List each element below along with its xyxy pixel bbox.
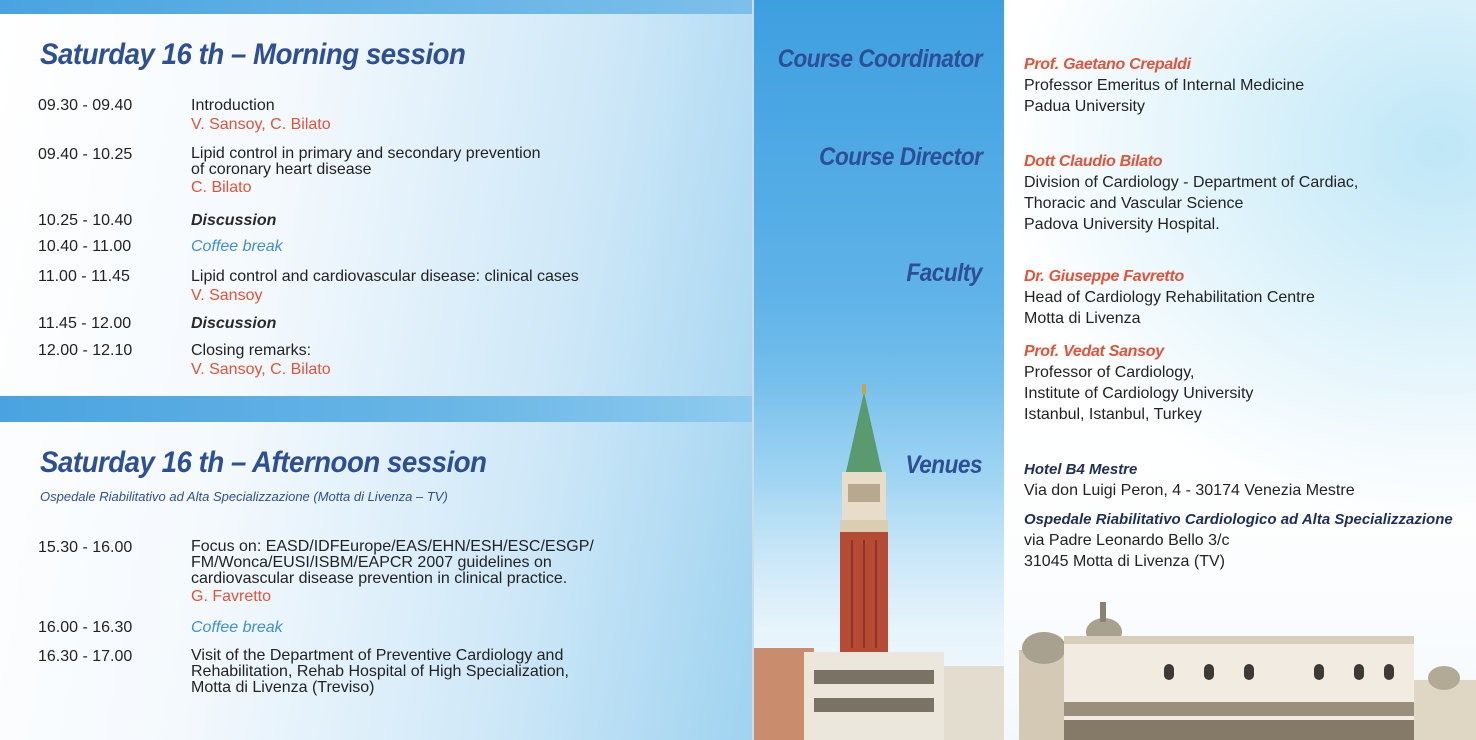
- speaker-names: V. Sansoy, C. Bilato: [191, 361, 331, 378]
- coordinator-info: [1024, 55, 1474, 117]
- venue-address: via Padre Leonardo Bello 3/c: [1024, 532, 1230, 549]
- morning-session-title: Saturday 16 th – Morning session: [40, 38, 466, 71]
- person-detail: Professor Emeritus of Internal Medicine: [1024, 77, 1305, 94]
- person-detail: Padua University: [1024, 98, 1145, 115]
- middle-color-band: [0, 396, 752, 422]
- speaker-names: G. Favretto: [191, 588, 272, 605]
- time-slot: 10.25 - 10.40: [38, 212, 133, 229]
- talk-title-continued: cardiovascular disease prevention in clinical practice.: [191, 570, 568, 587]
- speaker-names: V. Sansoy: [191, 287, 263, 304]
- person-detail: Institute of Cardiology University: [1024, 385, 1254, 402]
- talk-title: Focus on: EASD/IDFEurope/EAS/EHN/ESH/ESC/ESGP/: [191, 538, 594, 555]
- talk-title: Lipid control and cardiovascular disease: clinical cases: [191, 268, 579, 285]
- speaker-names: V. Sansoy, C. Bilato: [191, 116, 331, 133]
- person-detail: Motta di Livenza: [1024, 310, 1141, 327]
- discussion-label: Discussion: [191, 212, 277, 229]
- talk-title: Closing remarks:: [191, 342, 312, 359]
- top-color-band: [0, 0, 752, 14]
- afternoon-venue-subtitle: Ospedale Riabilitativo ad Alta Specializzazione (Motta di Livenza – TV): [40, 489, 448, 504]
- time-slot: 10.40 - 11.00: [38, 238, 132, 255]
- person-detail: Head of Cardiology Rehabilitation Centre: [1024, 289, 1315, 306]
- person-detail: Thoracic and Vascular Science: [1024, 195, 1244, 212]
- time-slot: 16.00 - 16.30: [38, 619, 133, 636]
- talk-title-continued: Motta di Livenza (Treviso): [191, 679, 375, 696]
- venue-info: [1024, 460, 1474, 501]
- coffee-break-label: Coffee break: [191, 238, 283, 255]
- time-slot: 15.30 - 16.00: [38, 539, 133, 556]
- time-slot: 12.00 - 12.10: [38, 342, 133, 359]
- faculty-member-info: [1024, 267, 1474, 329]
- speaker-names: C. Bilato: [191, 179, 252, 196]
- time-slot: 16.30 - 17.00: [38, 648, 133, 665]
- faculty-label: Faculty: [906, 259, 982, 287]
- course-coordinator-label: Course Coordinator: [777, 45, 982, 73]
- venue-address: Via don Luigi Peron, 4 - 30174 Venezia Mestre: [1024, 482, 1355, 499]
- talk-title: Visit of the Department of Preventive Cardiology and: [191, 647, 564, 664]
- discussion-label: Discussion: [191, 315, 277, 332]
- venue-name: Ospedale Riabilitativo Cardiologico ad Alta Specializzazione: [1024, 511, 1453, 528]
- director-info: [1024, 152, 1474, 235]
- person-detail: Professor of Cardiology,: [1024, 364, 1195, 381]
- person-detail: Istanbul, Istanbul, Turkey: [1024, 406, 1202, 423]
- faculty-member-info: [1024, 342, 1474, 425]
- coffee-break-label: Coffee break: [191, 619, 283, 636]
- talk-title: Introduction: [191, 97, 275, 114]
- venues-label: Venues: [905, 451, 982, 479]
- person-name: Prof. Vedat Sansoy: [1024, 343, 1164, 360]
- talk-title-continued: of coronary heart disease: [191, 161, 372, 178]
- doge-palace-shape: [1064, 636, 1414, 740]
- talk-title: Lipid control in primary and secondary prevention: [191, 145, 541, 162]
- time-slot: 09.40 - 10.25: [38, 146, 133, 163]
- talk-title-continued: FM/Wonca/EUSI/ISBM/EAPCR 2007 guidelines on: [191, 554, 552, 571]
- person-name: Prof. Gaetano Crepaldi: [1024, 56, 1191, 73]
- person-detail: Division of Cardiology - Department of Cardiac,: [1024, 174, 1359, 191]
- venue-address: 31045 Motta di Livenza (TV): [1024, 553, 1225, 570]
- person-name: Dr. Giuseppe Favretto: [1024, 268, 1184, 285]
- time-slot: 11.00 - 11.45: [38, 268, 130, 285]
- afternoon-session-title: Saturday 16 th – Afternoon session: [40, 446, 487, 479]
- venue-info: [1024, 510, 1474, 572]
- course-director-label: Course Director: [818, 143, 982, 171]
- talk-title-continued: Rehabilitation, Rehab Hospital of High Specialization,: [191, 663, 569, 680]
- person-name: Dott Claudio Bilato: [1024, 153, 1163, 170]
- time-slot: 11.45 - 12.00: [38, 315, 132, 332]
- venue-name: Hotel B4 Mestre: [1024, 461, 1138, 478]
- time-slot: 09.30 - 09.40: [38, 97, 133, 114]
- person-detail: Padova University Hospital.: [1024, 216, 1220, 233]
